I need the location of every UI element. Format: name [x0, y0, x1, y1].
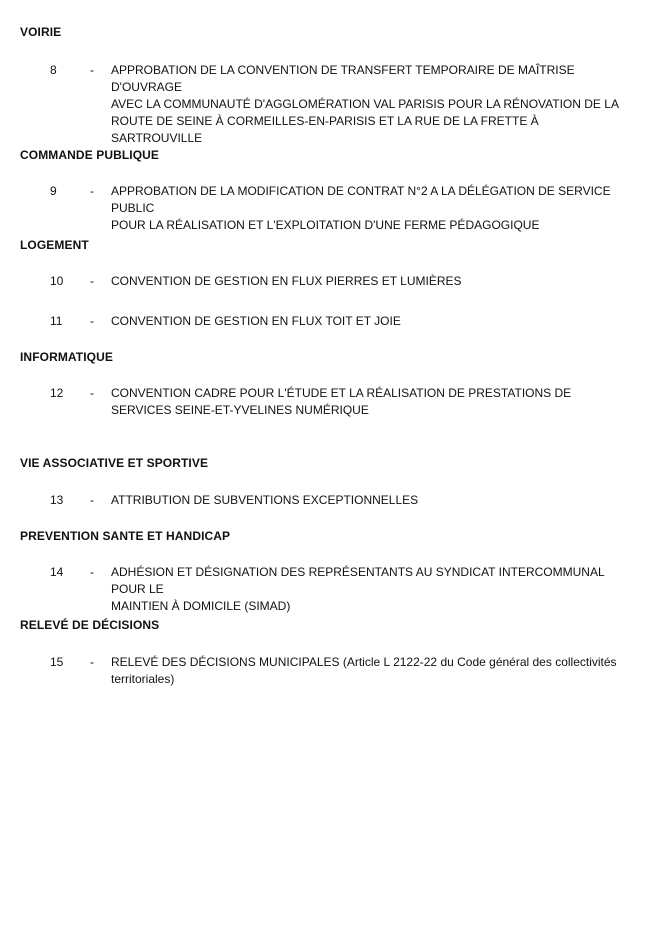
- section-heading-voirie: VOIRIE: [20, 25, 62, 39]
- item-text-line: CONVENTION DE GESTION EN FLUX TOIT ET JOIE: [111, 314, 401, 328]
- item-text: [111, 654, 631, 688]
- section-heading-logement: LOGEMENT: [20, 238, 89, 252]
- item-number: 8: [50, 63, 57, 77]
- item-dash: -: [90, 274, 94, 288]
- item-number: 10: [50, 274, 64, 288]
- item-text-line: AVEC LA COMMUNAUTÉ D'AGGLOMÉRATION VAL PARISIS POUR LA RÉNOVATION DE LA: [111, 97, 619, 111]
- section-heading-releve-decisions: RELEVÉ DE DÉCISIONS: [20, 618, 160, 632]
- section-heading-informatique: INFORMATIQUE: [20, 350, 113, 364]
- item-text-line: ATTRIBUTION DE SUBVENTIONS EXCEPTIONNELLES: [111, 493, 419, 507]
- item-dash: -: [90, 314, 94, 328]
- item-text-line: POUR LA RÉALISATION ET L'EXPLOITATION D'UNE FERME PÉDAGOGIQUE: [111, 218, 540, 232]
- item-text-line: SERVICES SEINE-ET-YVELINES NUMÉRIQUE: [111, 403, 369, 417]
- item-text: [111, 273, 631, 290]
- item-text: [111, 313, 631, 330]
- item-text-line: ROUTE DE SEINE À CORMEILLES-EN-PARISIS ET LA RUE DE LA FRETTE À SARTROUVILLE: [111, 114, 539, 145]
- item-text-line: ADHÉSION ET DÉSIGNATION DES REPRÉSENTANTS AU SYNDICAT INTERCOMMUNAL POUR LE: [111, 565, 605, 596]
- item-dash: -: [90, 184, 94, 198]
- section-heading-commande-publique: COMMANDE PUBLIQUE: [20, 148, 160, 162]
- item-text: [111, 62, 631, 147]
- item-dash: -: [90, 565, 94, 579]
- section-heading-vie-associative: VIE ASSOCIATIVE ET SPORTIVE: [20, 456, 209, 470]
- item-text: [111, 492, 631, 509]
- section-heading-prevention-sante: PREVENTION SANTE ET HANDICAP: [20, 529, 231, 543]
- item-dash: -: [90, 655, 94, 669]
- item-dash: -: [90, 386, 94, 400]
- item-dash: -: [90, 63, 94, 77]
- item-text-line: RELEVÉ DES DÉCISIONS MUNICIPALES (Article L 2122-22 du Code général des collectivités: [111, 655, 617, 669]
- item-text-line: MAINTIEN À DOMICILE (SIMAD): [111, 599, 291, 613]
- item-text: [111, 564, 631, 615]
- item-number: 15: [50, 655, 64, 669]
- item-text: [111, 385, 631, 419]
- item-text-line: territoriales): [111, 672, 175, 686]
- item-text-line: CONVENTION DE GESTION EN FLUX PIERRES ET LUMIÈRES: [111, 274, 462, 288]
- item-text-line: APPROBATION DE LA MODIFICATION DE CONTRAT N°2 A LA DÉLÉGATION DE SERVICE PUBLIC: [111, 184, 611, 215]
- item-text: [111, 183, 631, 234]
- item-text-line: APPROBATION DE LA CONVENTION DE TRANSFERT TEMPORAIRE DE MAÎTRISE D'OUVRAGE: [111, 63, 575, 94]
- item-number: 12: [50, 386, 64, 400]
- item-dash: -: [90, 493, 94, 507]
- item-number: 13: [50, 493, 64, 507]
- item-number: 11: [50, 314, 63, 328]
- item-number: 9: [50, 184, 57, 198]
- item-text-line: CONVENTION CADRE POUR L'ÉTUDE ET LA RÉALISATION DE PRESTATIONS DE: [111, 386, 572, 400]
- item-number: 14: [50, 565, 64, 579]
